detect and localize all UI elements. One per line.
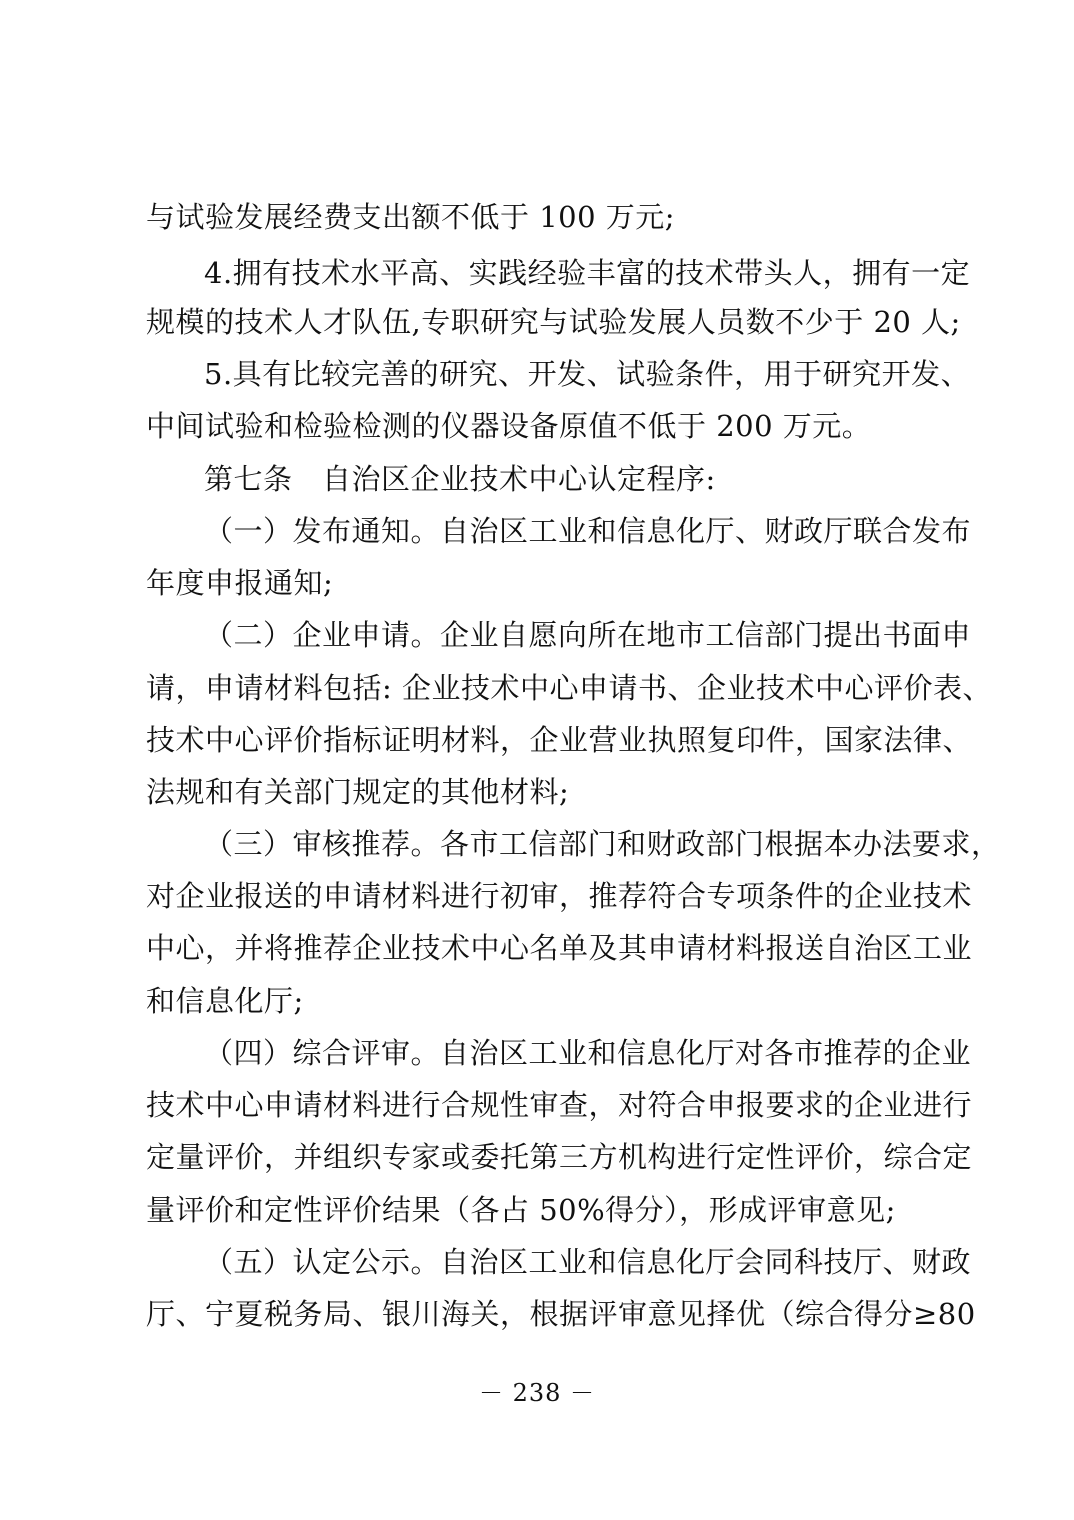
body-line-11: 技术中心评价指标证明材料，企业营业执照复印件，国家法律、 [146, 723, 973, 757]
body-line-19: 定量评价，并组织专家或委托第三方机构进行定性评价，综合定 [146, 1140, 973, 1174]
body-line-16: 和信息化厅; [146, 984, 304, 1018]
article-heading: 第七条 自治区企业技术中心认定程序: [204, 462, 716, 496]
body-line-1: 与试验发展经费支出额不低于 100 万元; [146, 200, 676, 234]
body-line-22: 厅、宁夏税务局、银川海关，根据评审意见择优（综合得分≥80 [146, 1297, 976, 1331]
body-line-18: 技术中心申请材料进行合规性审查，对符合申报要求的企业进行 [146, 1088, 973, 1122]
body-line-15: 中心，并将推荐企业技术中心名单及其申请材料报送自治区工业 [146, 931, 973, 965]
body-line-3: 规模的技术人才队伍,专职研究与试验发展人员数不少于 20 人; [146, 305, 961, 339]
body-line-21: （五）认定公示。自治区工业和信息化厅会同科技厅、财政 [204, 1245, 972, 1279]
body-line-17: （四）综合评审。自治区工业和信息化厅对各市推荐的企业 [204, 1036, 972, 1070]
body-line-8: 年度申报通知; [146, 566, 334, 600]
body-line-20: 量评价和定性评价结果（各占 50%得分），形成评审意见; [146, 1193, 896, 1227]
page-number: － 238 － [478, 1379, 596, 1407]
body-line-7: （一）发布通知。自治区工业和信息化厅、财政厅联合发布 [204, 514, 972, 548]
body-line-9: （二）企业申请。企业自愿向所在地市工信部门提出书面申 [204, 618, 972, 652]
body-line-14: 对企业报送的申请材料进行初审，推荐符合专项条件的企业技术 [146, 879, 973, 913]
body-line-5: 中间试验和检验检测的仪器设备原值不低于 200 万元。 [146, 409, 872, 443]
body-line-2: 4.拥有技术水平高、实践经验丰富的技术带头人，拥有一定 [204, 256, 971, 290]
body-line-12: 法规和有关部门规定的其他材料; [146, 775, 570, 809]
body-line-10: 请，申请材料包括: 企业技术中心申请书、企业技术中心评价表、 [146, 671, 992, 705]
body-line-13: （三）审核推荐。各市工信部门和财政部门根据本办法要求， [204, 827, 1001, 861]
body-line-4: 5.具有比较完善的研究、开发、试验条件，用于研究开发、 [204, 357, 971, 391]
